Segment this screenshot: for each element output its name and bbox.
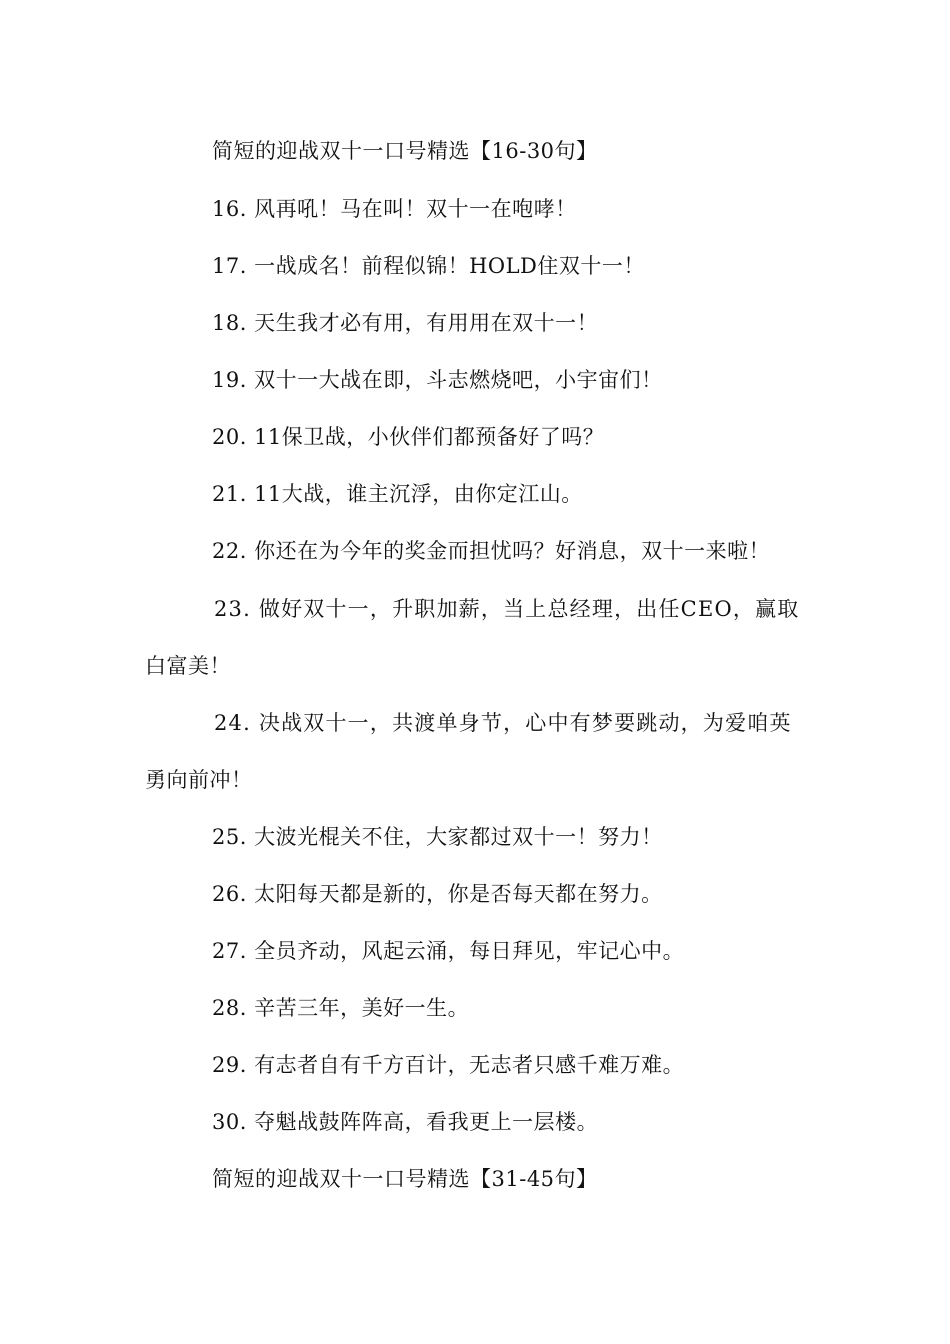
- list-item-21: 21. 11大战，谁主沉浮，由你定江山。: [212, 482, 583, 506]
- list-item-17: 17. 一战成名！前程似锦！HOLD住双十一！: [212, 254, 645, 278]
- list-item-23: 23. 做好双十一，升职加薪，当上总经理，出任CEO，赢取: [214, 597, 800, 621]
- list-item-24: 24. 决战双十一，共渡单身节，心中有梦要跳动，为爱咱英: [214, 711, 792, 735]
- list-item-26: 26. 太阳每天都是新的，你是否每天都在努力。: [212, 882, 663, 906]
- list-item-23-continued: 白富美！: [145, 654, 231, 678]
- list-item-25: 25. 大波光棍关不住，大家都过双十一！努力！: [212, 825, 663, 849]
- section-heading-16-30: 简短的迎战双十一口号精选【16-30句】: [212, 139, 598, 163]
- list-item-19: 19. 双十一大战在即，斗志燃烧吧，小宇宙们！: [212, 368, 663, 392]
- list-item-27: 27. 全员齐动，风起云涌，每日拜见，牢记心中。: [212, 939, 685, 963]
- list-item-20: 20. 11保卫战，小伙伴们都预备好了吗？: [212, 425, 605, 449]
- section-heading-31-45: 简短的迎战双十一口号精选【31-45句】: [212, 1167, 598, 1191]
- list-item-22: 22. 你还在为今年的奖金而担忧吗？好消息，双十一来啦！: [212, 539, 771, 563]
- list-item-16: 16. 风再吼！马在叫！双十一在咆哮！: [212, 197, 577, 221]
- list-item-18: 18. 天生我才必有用，有用用在双十一！: [212, 311, 599, 335]
- list-item-24-continued: 勇向前冲！: [145, 768, 253, 792]
- list-item-29: 29. 有志者自有千方百计，无志者只感千难万难。: [212, 1053, 685, 1077]
- list-item-30: 30. 夺魁战鼓阵阵高，看我更上一层楼。: [212, 1110, 599, 1134]
- list-item-28: 28. 辛苦三年，美好一生。: [212, 996, 470, 1020]
